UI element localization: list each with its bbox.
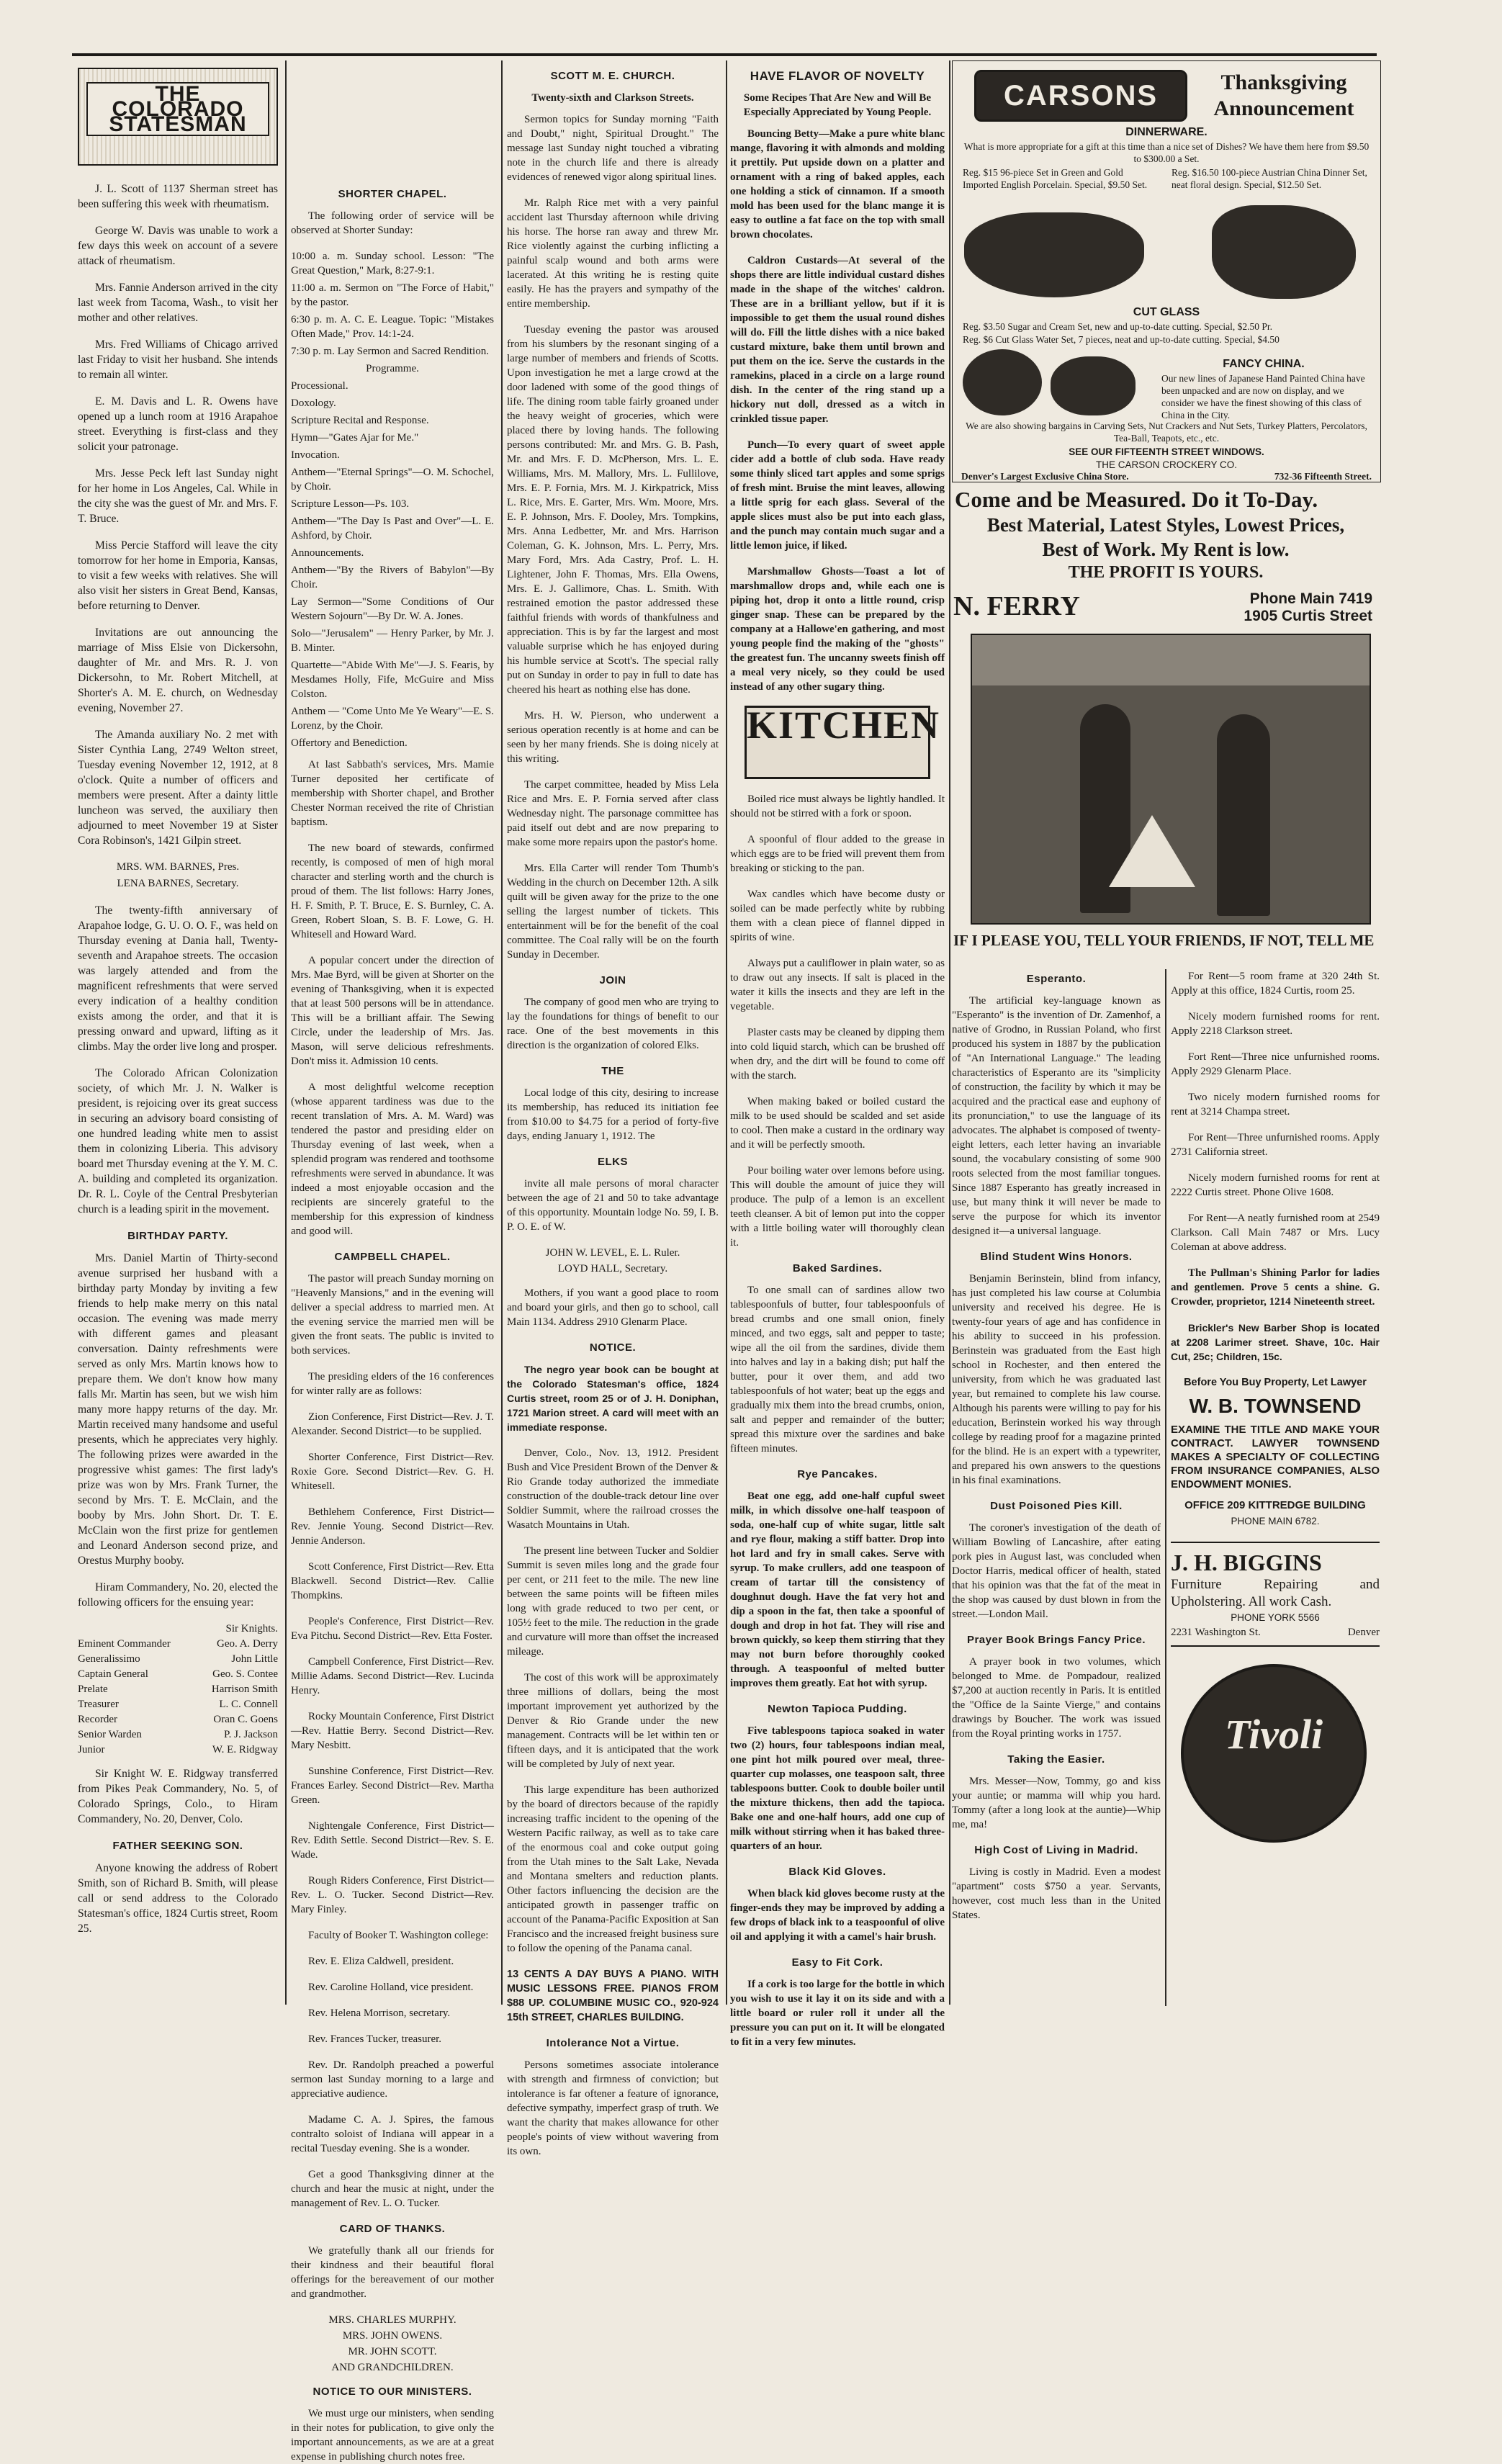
thanks-heading: CARD OF THANKS. <box>339 2223 446 2235</box>
column-5 <box>952 969 1161 2006</box>
recipe-item: Punch—To every quart of sweet apple cider add a bottle of club soda. Have ready some thinly sliced tart apples and some sprigs of fresh mint. Bruise the mint leaves, allowing a little sprig for each glass. Several of the apple slices must also be put into each glass, and the punch may contain much sugar and a little lemon juice, if liked. <box>730 439 945 552</box>
schedule-item: 11:00 a. m. Sermon on "The Force of Habit," by the pastor. <box>291 282 494 308</box>
thanks-signature: MRS. JOHN OWENS. <box>342 2330 443 2342</box>
officer-name: Oran C. Goens <box>213 1714 278 1725</box>
dinnerware-text: What is more appropriate for a gift at this time than a nice set of Dishes? We have them here from $9.50 to $300.00 a Set. <box>963 141 1370 164</box>
news-item: Denver, Colo., Nov. 13, 1912. President Bush and Vice President Brown of the Denver & Rio Grande today authorized the immediate construction of the double-track detour line over Soldier Summit, where the railroad crosses the Wasatch Mountains in Utah. <box>507 1447 719 1531</box>
news-item: Tuesday evening the pastor was aroused from his slumbers by the resonant singing of a large number of members and friends of Scotts. Upon investigation he met a large crowd at the door ladened with some of the good things of life. The dining room table fairly groaned under the heavy weight of groceries, which were placed there by loving hands. The following persons contributed: Mr. and Mrs. G. B. Pash, Mr. and Mrs. F. D. McPherson, Mrs. L. E. Williams, Mrs. M. Mallory, Mrs. L. Fullilove, Mrs. E. P. Fornia, Mrs. M. J. Kirkpatrick, Miss L. Rice, Mrs. E. Garter, Mrs. Wm. Moore, Mrs. E. P. Johnson, Mrs. F. Dooley, Mrs. Tompkins, Mrs. Anna Ledbetter, Mr. and Mrs. Harrison Coleman, G. K. Johnson, Mrs. L. Perry, Mrs. Mary Ford, Mrs. Ada Castry, Prof. L. H. Lightener, John F. Thomas, Mrs. Ella Owens, Mrs. E. J. Gallimore, Chas. L. Smith. With restrained emotion the pastor addressed these faithful friends with words of thankfulness and appreciation. This is by far the largest and most valuable surprise which he has enjoyed during his humble service at Scott's. The special rally put on Sunday in order to pay in full to date has cheered his heart as nothing else has done. <box>507 324 719 696</box>
esperanto-text: The artificial key-language known as "Esperanto" is the invention of Dr. Zamenhof, a native of Grodno, in Russian Poland, who first produced his system in 1887 by the publication of "An International Language." The leading characteristics of Esperanto are its "simplicity of construction, the facility by which it may be acquired and the practical ease and euphony of its pronunciation," to use the language of its advocates. The alphabet is composed of twenty-eight letters, each letter having an invariable sound, the vocabulary consisting of some 900 roots selected from the most familiar tongues. Since 1887 Esperanto has greatly increased in use, but many think it will never be made to serve the purpose for which its inventor designed it—a universal language. <box>952 995 1161 1237</box>
tapioca-text: Five tablespoons tapioca soaked in water two (2) hours, four tablespoons indian meal, one pint hot milk poured over meal, three-quarter cup molasses, one teaspoon salt, three tablespoons butter. Cook to double boiler until the mixture thickens, then add the tapioca. Bake one and one-half hours, add one cup of milk without stirring when it has baked three-quarters of an hour. <box>730 1725 945 1852</box>
ferry-footer: IF I PLEASE YOU, TELL YOUR FRIENDS, IF NOT, TELL ME <box>953 932 1375 949</box>
thanks-signature: AND GRANDCHILDREN. <box>331 2362 454 2373</box>
officer-title: Captain General <box>78 1668 148 1680</box>
officer-title: Junior <box>78 1744 105 1755</box>
conference-item: Zion Conference, First District—Rev. J. T. Alexander. Second District—to be supplied. <box>291 1411 494 1437</box>
officer-row <box>78 1697 278 1712</box>
ministers-heading: NOTICE TO OUR MINISTERS. <box>312 2386 472 2398</box>
biggins-name: J. H. BIGGINS <box>1171 1550 1322 1575</box>
elks-signature: LOYD HALL, Secretary. <box>557 1263 668 1274</box>
recipe-item: Bouncing Betty—Make a pure white blanc mange, flavoring it with almonds and molding it prettily. Put upside down on a platter and ornament with a ring of baked apples, each one holding a stick of cinnamon. If a smooth mold has been used for the blanc mange it is easy to outline a fat face on the top with small brown chocolates. <box>730 128 945 240</box>
news-item: The new board of stewards, confirmed recently, is composed of men of high moral character and sterling worth and the church is proud of them. The list follows: Harry Jones, H. F. Smith, P. T. Bruce, E. S. Burnley, C. A. Green, Robert Sloan, S. B. F. Lowe, G. H. Whitesell and Howard Ward. <box>291 842 494 940</box>
sardines-heading: Baked Sardines. <box>792 1262 883 1274</box>
elks-signatures <box>507 1246 719 1276</box>
conference-list <box>291 1410 494 2211</box>
officer-name: Harrison Smith <box>211 1683 278 1695</box>
officer-row <box>78 1622 278 1637</box>
cutglass-heading: CUT GLASS <box>1133 306 1200 318</box>
father-heading: FATHER SEEKING SON. <box>112 1840 243 1852</box>
join-heading: JOIN <box>599 974 626 986</box>
kitchen-tip: Wax candles which have become dusty or soiled can be made perfectly white by rubbing them with a clean piece of flannel dipped in spirits of wine. <box>730 889 945 943</box>
column-divider <box>285 60 287 2005</box>
birthday-text: Mrs. Daniel Martin of Thirty-second avenue surprised her husband with a birthday party Monday by inviting a few friends to help make merry on this natal occasion. The evening was made merry with different games and pleasant conversation. Dainty refreshments were served as only Mrs. Martin knows how to prepare them. We don't know how many falls Mr. Martin has seen, but we wish him many more happy returns of the day. Mr. Martin received many handsome and useful presents, which he appreciates very highly. The following prizes were awarded in the progressive whist games: The first lady's prize was won by Mrs. Frank Turner, the second by Mrs. T. E. McClain, and the booby by Mrs. John Short. Dr. T. E. McClain won the first prize for gentlemen and Leonard Anderson second prize, and Orestus Murphy booby. <box>78 1252 278 1567</box>
news-item: Mr. Ralph Rice met with a very painful accident last Thursday afternoon while driving his horse. The horse ran away and threw Mr. Rice violently against the curbing inflicting a painful scalp wound and both arms were lacerated. At this writing he is resting quite easily. He has the prayers and sympathy of the entire membership. <box>507 197 719 310</box>
officer-title: Eminent Commander <box>78 1638 171 1650</box>
for-rent-ad: For Rent—5 room frame at 320 24th St. Apply at this office, 1824 Curtis, room 25. <box>1171 971 1380 997</box>
programme-item: Scripture Lesson—Ps. 103. <box>291 498 410 510</box>
cream-pitcher-icon <box>1212 205 1356 299</box>
esperanto-heading: Esperanto. <box>1026 973 1087 985</box>
father-text: Anyone knowing the address of Robert Smith, son of Richard B. Smith, will please call or send address to the Colorado Statesman's office, 1824 Curtis street, Room 25. <box>78 1862 278 1935</box>
column-2 <box>291 60 494 2463</box>
kitchen-tip: Pour boiling water over lemons before using. This will double the amount of juice they will produce. The pulp of a lemon is an excellent teeth cleanser. A bit of lemon put into the copper with a little boiling water will thoroughly clean it. <box>730 1165 945 1249</box>
water-set-icon <box>963 349 1042 415</box>
easier-heading: Taking the Easier. <box>1007 1753 1105 1766</box>
cutglass-offer-b: Reg. $6 Cut Glass Water Set, 7 pieces, neat and up-to-date cutting. Special, $4.50 <box>963 334 1280 345</box>
programme-item: Solo—"Jerusalem" — Henry Parker, by Mr. J. B. Minter. <box>291 628 494 654</box>
join-text: The company of good men who are trying to lay the foundations for things of benefit to our race. One of the best movements in this direction is the organization of colored Elks. <box>507 997 719 1051</box>
column-6 <box>1171 969 1380 2006</box>
carson-company: THE CARSON CROCKERY CO. <box>1095 459 1238 470</box>
blind-heading: Blind Student Wins Honors. <box>980 1251 1133 1263</box>
officer-row <box>78 1712 278 1727</box>
officer-name: John Little <box>231 1653 278 1665</box>
news-item: Mrs. Ella Carter will render Tom Thumb's Wedding in the church on December 12th. A silk quilt will be given away for the prize to the one selling the largest number of tickets. This entertainment will be for the benefit of the coal committee. The Coal rally will be on the fourth Sunday in December. <box>507 863 719 961</box>
tivoli-seal <box>1181 1664 1367 1843</box>
pullman-ad: The Pullman's Shining Parlor for ladies and gentlemen. Prove 5 cents a shine. G. Crowder, proprietor, 1214 Nineteenth street. <box>1171 1267 1380 1308</box>
shorter-intro: The following order of service will be observed at Shorter Sunday: <box>291 210 494 236</box>
dust-heading: Dust Poisoned Pies Kill. <box>990 1500 1123 1512</box>
programme-item: Quartette—"Abide With Me"—J. S. Fearis, by Mesdames Holly, Fife, McGuire and Miss Colston. <box>291 660 494 700</box>
news-item: The carpet committee, headed by Miss Lela Rice and Mrs. E. P. Fornia served after class Wednesday night. The parsonage committee has paid itself out debt and are now preparing to make some more repairs upon the pastor's home. <box>507 779 719 848</box>
kitchen-tip: Always put a cauliflower in plain water, so as to draw out any insects. If salt is placed in the water it kills the insects and they are left in the vegetable. <box>730 958 945 1012</box>
for-rent-ad: Nicely modern furnished rooms for rent at 2222 Curtis street. Phone Olive 1608. <box>1171 1172 1380 1198</box>
scott-subheading: Twenty-sixth and Clarkson Streets. <box>531 92 694 104</box>
officer-name: P. J. Jackson <box>223 1729 278 1740</box>
windows-text: SEE OUR FIFTEENTH STREET WINDOWS. <box>1069 446 1264 457</box>
biggins-street: 2231 Washington St. <box>1171 1627 1261 1638</box>
the-heading: THE <box>601 1065 624 1077</box>
tivoli-wordmark: Tivoli <box>1224 1711 1323 1758</box>
ferry-line-4: THE PROFIT IS YOURS. <box>1068 563 1264 582</box>
ministers-text: We must urge our ministers, when sending in their notes for publication, to give only the important announcements, as we are at a great expense in publishing church notes free. <box>291 2408 494 2463</box>
thanks-text: We gratefully thank all our friends for their kindness and their beautiful floral offerings for the bereavement of our mother and grandmother. <box>291 2245 494 2300</box>
news-item: A most delightful welcome reception (whose apparent tardiness was due to the recent translation of Mrs. A. M. Ward) was tendered the pastor and presiding elder on Thursday evening of last week, when a splendid program was rendered and toothsome refreshments were served in abundance. It was indeed a most enjoyable occasion and the recipients are sincerely grateful to the membership for this expression of kindness and good will. <box>291 1082 494 1237</box>
programme-item: Offertory and Benediction. <box>291 737 408 749</box>
schedule-item: 10:00 a. m. Sunday school. Lesson: "The Great Question," Mark, 8:27-9:1. <box>291 251 494 276</box>
rye-text: Beat one egg, add one-half cupful sweet milk, in which dissolve one-half teaspoon of soda, one-half cup of white sugar, little salt and rye flour, making a stiff batter. Drop into hot lard and fry in small cakes. Serve with syrup. To make crullers, add one teaspoon of cream of tartar till the consistency of doughnut dough. Have the fat very hot and dip a spoon in the fat, then take a spoonful of dough and drop in hot fat. They will rise and brown quickly, so keep them stirring that they may not burn before thoroughly cooked through. A teaspoonful of melted butter improves them greatly. Eat hot with syrup. <box>730 1490 945 1689</box>
scott-heading: SCOTT M. E. CHURCH. <box>550 70 675 82</box>
officer-title: Senior Warden <box>78 1729 142 1740</box>
townsend-office: OFFICE 209 KITTREDGE BUILDING <box>1184 1499 1366 1511</box>
elks-signature: JOHN W. LEVEL, E. L. Ruler. <box>545 1247 680 1259</box>
news-item: A popular concert under the direction of Mrs. Mae Byrd, will be given at Shorter on the evening of Thanksgiving, when it is expected that at least 500 persons will be in attendance. This will be a brilliant affair. The Sewing Circle, under the leadership of Mrs. Jas. Mason, will serve delicious refreshments. Don't miss it. Admission 10 cents. <box>291 955 494 1067</box>
officer-name: W. E. Ridgway <box>212 1744 278 1755</box>
campbell-heading: CAMPBELL CHAPEL. <box>334 1251 451 1263</box>
conference-item: Sunshine Conference, First District—Rev. Frances Earley. Second District—Rev. Martha Green. <box>291 1766 494 1806</box>
kitchen-tip: When making baked or boiled custard the milk to be used should be scalded and set aside to cool. Then make a custard in the ordinary way and it will be perfectly smooth. <box>730 1096 945 1151</box>
programme-list <box>291 379 494 750</box>
conference-item: Campbell Conference, First District—Rev. Millie Adams. Second District—Rev. Lucinda Henry. <box>291 1656 494 1696</box>
kitchen-banner <box>745 703 941 779</box>
blind-text: Benjamin Berinstein, blind from infancy, has just completed his law course at Columbia university and received his degree. He is twenty-four years of age and has confidence in his ability to succeed in his profession. Berinstein was graduated from the East high school in Rochester, and then entered the university, from which he was graduated last year, but remained to complete his law course. Although his parents were willing to pay for his education, Berinstein worked his way through college by reading proof for a magazine printed for the blind. He is an expert with a typewriter, and prepared his own answers to the questions in his final examinations. <box>952 1273 1161 1486</box>
column-divider <box>726 60 727 2005</box>
townsend-body: EXAMINE THE TITLE AND MAKE YOUR CONTRACT. LAWYER TOWNSEND MAKES A SPECIALTY OF COLLECTING FROM INSURANCE COMPANIES, ALSO ENDOWMENT MONIES. <box>1171 1424 1380 1490</box>
kitchen-tip: Boiled rice must always be lightly handled. It should not be stirred with a fork or spoon. <box>730 793 945 819</box>
easier-text: Mrs. Messer—Now, Tommy, go and kiss your auntie; or mamma will whip you hard. Tommy (after a long look at the auntie)—Whip me, ma! <box>952 1776 1161 1830</box>
programme-item: Lay Sermon—"Some Conditions of Our Western Sojourn"—By Dr. W. A. Jones. <box>291 596 494 622</box>
thanks-signatures <box>291 2313 494 2375</box>
officer-title: Generalissimo <box>78 1653 140 1665</box>
ferry-line-2: Best Material, Latest Styles, Lowest Prices, <box>986 514 1345 536</box>
elks-heading: ELKS <box>597 1156 628 1168</box>
before-buy-text: Before You Buy Property, Let Lawyer <box>1184 1377 1367 1388</box>
madrid-heading: High Cost of Living in Madrid. <box>974 1844 1138 1856</box>
for-rent-ad: For Rent—A neatly furnished room at 2549 Clarkson. Call Main 7487 or Mrs. Lucy Coleman at above address. <box>1171 1213 1380 1253</box>
carsons-ad <box>952 60 1381 482</box>
ferry-address: 1905 Curtis Street <box>1244 608 1372 624</box>
ferry-phone: Phone Main 7419 <box>1249 590 1372 607</box>
officer-name: Geo. A. Derry <box>217 1638 278 1650</box>
officer-name: Geo. S. Contee <box>212 1668 278 1680</box>
sardines-text: To one small can of sardines allow two tablespoonfuls of butter, four tablespoonfuls of bread crumbs and one small onion, finely minced, and two eggs, salt and pepper to taste; wipe all the oil from the sardines, divide them into halves and lay in a baking dish; put half the butter, pour it over them, and add two tablespoonfuls of hot water; beat up the eggs and gradually mix them into the bread crumbs, onion, salt and pepper and remainder of the butter; spread this mixture over the sardines and bake fifteen minutes. <box>730 1285 945 1454</box>
recipe-item: Caldron Custards—At several of the shops there are little individual custard dishes made in the shape of the witches' caldron. These are in a brilliant yellow, but if it is impossible to get them the usual round dishes will do. Fill the little dishes with a nice baked custard mixture, bake them until brown and put them on the ice. Serve the custards in the ramekins, placed in a circle on a large round dish. In the center of the ring stand up a hickory nut doll, dressed as a witch in crinkled tissue paper. <box>730 255 945 425</box>
news-item: Mrs. H. W. Pierson, who underwent a serious operation recently is at home and can be seen by her many friends. She is doing nicely at this writing. <box>507 710 719 765</box>
biggins-body: Furniture Repairing and Upholstering. All work Cash. <box>1171 1577 1380 1609</box>
officer-title: Prelate <box>78 1683 108 1695</box>
programme-item: Invocation. <box>291 449 340 461</box>
fancy-china-text: Our new lines of Japanese Hand Painted China have been unpacked and are now on display, and we consider we have the finest showing of this class of China in the City. <box>1161 373 1365 421</box>
cork-text: If a cork is too large for the bottle in which you wish to use it lay it on its side and with a little board or ruler roll it under all the pressure you can put on it. It will be elongated to fit in a very few minutes. <box>730 1979 945 2048</box>
column-1 <box>78 60 278 2005</box>
officer-row <box>78 1743 278 1758</box>
dinnerware-heading: DINNERWARE. <box>1125 126 1208 138</box>
news-item: Mrs. Jesse Peck left last Sunday night for her home in Los Angeles, Cal. While in the city she was the guest of Mr. and Mrs. F. T. Bruce. <box>78 467 278 525</box>
kitchen-tip: Plaster casts may be cleaned by dipping them into cold liquid starch, which can be brushed off when dry, and the dirt will be found to come off with the starch. <box>730 1027 945 1082</box>
officers-list <box>78 1622 278 1758</box>
ridgway-text: Sir Knight W. E. Ridgway transferred from Pikes Peak Commandery, No. 5, of Colorado Springs, Colo., to Hiram Commandery, No. 20, Denver, Colo. <box>78 1768 278 1825</box>
sugar-cream-set-icon <box>1051 356 1136 415</box>
conference-item: Rev. Helena Morrison, secretary. <box>308 2007 451 2019</box>
elks-text: invite all male persons of moral character between the age of 21 and 50 to take advantage of this opportunity. Mountain lodge No. 59, I. B. P. O. E. of W. <box>507 1178 719 1233</box>
officer-name: L. C. Connell <box>219 1699 278 1710</box>
prayer-heading: Prayer Book Brings Fancy Price. <box>966 1634 1146 1646</box>
hiram-text: Hiram Commandery, No. 20, elected the following officers for the ensuing year: <box>78 1581 278 1609</box>
news-item: The pastor will preach Sunday morning on "Heavenly Mansions," and in the evening will deliver a special address to married men. At the evening service the married men will be given the front seats. The public is invited to both services. <box>291 1273 494 1357</box>
news-item: Mrs. Fannie Anderson arrived in the city last week from Tacoma, Wash., to visit her mother and other relatives. <box>78 282 278 324</box>
ferry-ad <box>952 487 1380 952</box>
top-rule <box>72 53 1377 56</box>
sugar-bowl-icon <box>964 212 1144 297</box>
mothers-text: Mothers, if you want a good place to room and board your girls, and then go to school, call Main 1134. Address 2910 Glenarm Place. <box>507 1287 719 1328</box>
carsons-logo: CARSONS <box>974 70 1187 122</box>
news-item: The cost of this work will be approximately three millions of dollars, being the most important improvement yet authorized by the Denver & Rio Grande under the new management. Contracts will be let within ten or fifteen days, and it is anticipated that the work will be completed by July of next year. <box>507 1672 719 1770</box>
shorter-heading: SHORTER CHAPEL. <box>338 188 447 200</box>
rye-heading: Rye Pancakes. <box>797 1468 878 1480</box>
conference-item: Get a good Thanksgiving dinner at the church and hear the music at night, under the management of Rev. L. O. Tucker. <box>291 2169 494 2209</box>
officer-title: Treasurer <box>78 1699 119 1710</box>
news-item: The Colorado African Colonization society, of which Mr. J. N. Walker is president, is rejoicing over its great success in securing an advisory board consisting of one hundred leading white men to assist them in colonizing Liberia. This advisory board met Thursday evening at the Y. M. C. A. building and completed its organization. Dr. R. L. Coyle of the Central Presbyterian church is a leading spirit in the movement. <box>78 1067 278 1215</box>
brickler-ad: Brickler's New Barber Shop is located at 2208 Larimer street. Shave, 10c. Hair Cut, 25c; Children, 15c. <box>1171 1322 1380 1362</box>
column-divider <box>1165 969 1166 2006</box>
programme-item: Hymn—"Gates Ajar for Me." <box>291 432 419 444</box>
intolerance-text: Persons sometimes associate intolerance with strength and firmness of conviction; but intolerance is far oftener a feature of ignorance, defective sympathy, imperfect grasp of truth. We want the charity that makes allowance for other people's points of view without wavering from its own. <box>507 2059 719 2157</box>
kid-gloves-heading: Black Kid Gloves. <box>788 1866 886 1878</box>
kitchen-tip: A spoonful of flour added to the grease in which eggs are to be fried will prevent them from breaking or sticking to the pan. <box>730 834 945 874</box>
biggins-city: Denver <box>1347 1627 1380 1638</box>
programme-heading: Programme. <box>366 363 419 374</box>
conference-item: Faculty of Booker T. Washington college: <box>308 1930 489 1941</box>
news-item: This large expenditure has been authorized by the board of directors because of the rapidly increasing traffic incident to the opening of the Western Pacific railway, as well as to take care of the enormous coal and coke output going from the Utah mines to the Salt Lake, Nevada and Montana smelters and reduction plants. Other factors influencing the decision are the anticipated growth in passenger traffic on account of the Panama-Pacific Exposition at San Francisco and the increased freight business sure to follow the opening of the Panama canal. <box>507 1784 719 1954</box>
officer-row <box>78 1652 278 1667</box>
flavor-subheading: Some Recipes That Are New and Will Be Especially Appreciated by Young People. <box>743 92 932 118</box>
officer-name: Sir Knights. <box>225 1623 278 1635</box>
biggins-phone: PHONE YORK 5566 <box>1231 1612 1320 1623</box>
conference-item: Rev. Frances Tucker, treasurer. <box>308 2033 442 2045</box>
kitchen-title: KITCHEN <box>747 703 941 747</box>
programme-item: Processional. <box>291 380 348 392</box>
news-item: E. M. Davis and L. R. Owens have opened up a lunch room at 1916 Arapahoe street. Everything is first-class and they solicit your patronage. <box>78 395 278 453</box>
cutglass-offer-a: Reg. $3.50 Sugar and Cream Set, new and up-to-date cutting. Special, $2.50 Pr. <box>963 321 1273 332</box>
flavor-heading: HAVE FLAVOR OF NOVELTY <box>750 69 925 83</box>
thanks-signature: MR. JOHN SCOTT. <box>348 2346 437 2357</box>
signature-pres: MRS. WM. BARNES, Pres. <box>116 861 240 873</box>
news-item: The twenty-fifth anniversary of Arapahoe lodge, G. U. O. O. F., was held on Thursday evening at Dania hall, Twenty-seventh and Arapahoe streets. The occasion was largely attended and from the magnificent refreshments that were served every indication of a healthy condition exists among the order, and that it is pressing onward and upward, lifting as it climbs. May the order live long and prosper. <box>78 904 278 1053</box>
dust-text: The coroner's investigation of the death of William Bowling of Lancashire, after eating pork pies in August last, was concluded when Doctor Harris, medical officer of health, stated that his opinion was that the fat of the meat in the shop was caused by dust blown in from the street.—London Mail. <box>952 1522 1161 1620</box>
tapioca-heading: Newton Tapioca Pudding. <box>768 1703 907 1715</box>
news-item: Sermon topics for Sunday morning "Faith and Doubt," night, Spiritual Drought." The message last Sunday night touched a vibrating note in the church life and there is already evidences of renewed vigor along spiritual lines. <box>507 114 719 183</box>
conference-item: Rough Riders Conference, First District—Rev. L. O. Tucker. Second District—Rev. Mary Finley. <box>291 1875 494 1915</box>
conference-item: Nightengale Conference, First District—Rev. Edith Settle. Second District—Rev. S. E. Wade. <box>291 1820 494 1861</box>
news-item: Invitations are out announcing the marriage of Miss Elsie von Dickersohn, daughter of Mr. and Mrs. R. J. von Dickersohn, to Mr. Robert Mitchell, at Shorter's A. M. E. church, on Wednesday evening, November 27. <box>78 626 278 714</box>
tailor-shop-photo <box>971 634 1371 925</box>
ferry-name: N. FERRY <box>953 591 1080 621</box>
programme-item: Anthem—"By the Rivers of Babylon"—By Choir. <box>291 565 494 590</box>
masthead <box>78 68 278 166</box>
for-rent-ad: Fort Rent—Three nice unfurnished rooms. Apply 2929 Glenarm Place. <box>1171 1051 1380 1077</box>
conference-item: Rocky Mountain Conference, First District—Rev. Hattie Berry. Second District—Rev. Mary Nesbitt. <box>291 1711 494 1751</box>
for-rent-ad: Two nicely modern furnished rooms for rent at 3214 Champa street. <box>1171 1092 1380 1118</box>
programme-item: Announcements. <box>291 547 364 559</box>
news-item: The presiding elders of the 16 conferences for winter rally are as follows: <box>291 1371 494 1397</box>
programme-item: Anthem—"The Day Is Past and Over"—L. E. Ashford, by Choir. <box>291 516 494 541</box>
column-3 <box>507 60 719 2157</box>
for-rent-ad: Nicely modern furnished rooms for rent. Apply 2218 Clarkson street. <box>1171 1011 1380 1037</box>
schedule-list <box>291 249 494 359</box>
birthday-heading: BIRTHDAY PARTY. <box>127 1230 228 1242</box>
officer-row <box>78 1667 278 1682</box>
dinnerware-offer-b: Reg. $16.50 100-piece Austrian China Dinner Set, neat floral design. Special, $12.50 Set. <box>1172 167 1367 190</box>
thanks-signature: MRS. CHARLES MURPHY. <box>328 2314 457 2326</box>
for-rent-ad: For Rent—Three unfurnished rooms. Apply 2731 California street. <box>1171 1132 1380 1158</box>
programme-item: Doxology. <box>291 397 336 409</box>
news-item: The Amanda auxiliary No. 2 met with Sister Cynthia Lang, 2749 Welton street, Tuesday evening November 12, 1912, at 8 o'clock. Quite a number of officers and members were present. After a dainty little luncheon was served, the auxiliary then adjourned to meet November 19 at Sister Cora Robinson's, 1421 Gilpin street. <box>78 729 278 847</box>
officer-title: Recorder <box>78 1714 117 1725</box>
ferry-line-3: Best of Work. My Rent is low. <box>1042 539 1290 560</box>
schedule-item: 6:30 p. m. A. C. E. League. Topic: "Mistakes Often Made," Prov. 14:1-24. <box>291 314 494 340</box>
officer-row <box>78 1727 278 1743</box>
fancy-china-heading: FANCY CHINA. <box>1223 358 1305 370</box>
conference-item: Bethlehem Conference, First District—Rev. Jennie Young. Second District—Rev. Jennie Anderson. <box>291 1506 494 1547</box>
bargains-text: We are also showing bargains in Carving Sets, Nut Crackers and Nut Sets, Turkey Platters, Percolators, Tea-Ball, Teapots, etc., etc. <box>966 421 1367 444</box>
kid-gloves-text: When black kid gloves become rusty at the finger-ends they may be improved by adding a few drops of black ink to a teaspoonful of olive oil and applying it with a camel's hair brush. <box>730 1888 945 1943</box>
townsend-phone: PHONE MAIN 6782. <box>1231 1516 1320 1526</box>
conference-item: Scott Conference, First District—Rev. Etta Blackwell. Second District—Rev. Callie Thompkins. <box>291 1561 494 1601</box>
news-item: Mrs. Fred Williams of Chicago arrived last Friday to visit her husband. She intends to remain all winter. <box>78 338 278 381</box>
conference-item: Rev. Dr. Randolph preached a powerful sermon last Sunday morning to a large and appreciative audience. <box>291 2059 494 2100</box>
carson-address: 732-36 Fifteenth Street. <box>1274 471 1372 482</box>
programme-item: Anthem—"Eternal Springs"—O. M. Schochel, by Choir. <box>291 467 494 493</box>
the-text: Local lodge of this city, desiring to increase its membership, has reduced its initiation fee from $10.00 to $4.75 for a period of forty-five days, ending January 1, 1912. The <box>507 1087 719 1142</box>
conference-item: People's Conference, First District—Rev. Eva Pitchu. Second District—Rev. Etta Foster. <box>291 1616 494 1642</box>
news-item: The present line between Tucker and Soldier Summit is seven miles long and the grade four per cent, or 211 feet to the mile. The new line between the same points will be fifteen miles long with grade reduced to two per cent, or 105½ feet to the mile. The reduction in the grade and curvature will more than offset the increased mileage. <box>507 1545 719 1658</box>
recipe-item: Marshmallow Ghosts—Toast a lot of marshmallow drops and, while each one is piping hot, drop it onto a little round, crisp ginger snap. These can be prepared by the company at a Hallowe'en gathering, and most young people find the making of the "ghosts" the greatest fun. The uncanny sweets finish off a meal very nicely, so they could be used instead of any other sugary thing. <box>730 566 945 693</box>
column-divider <box>949 60 950 2005</box>
officer-row <box>78 1682 278 1697</box>
conference-item: Shorter Conference, First District—Rev. Roxie Gore. Second District—Rev. G. H. Whitesell. <box>291 1452 494 1492</box>
conference-item: Rev. Caroline Holland, vice president. <box>308 1982 474 1993</box>
signature-sec: LENA BARNES, Secretary. <box>117 878 239 889</box>
conference-item: Madame C. A. J. Spires, the famous contralto soloist of Indiana will appear in a recital Tuesday evening. She is a wonder. <box>291 2114 494 2154</box>
masthead-title: THE COLORADO STATESMAN <box>86 82 269 136</box>
carsons-headline: Thanksgiving Announcement <box>1213 71 1354 120</box>
news-item: J. L. Scott of 1137 Sherman street has been suffering this week with rheumatism. <box>78 183 278 210</box>
programme-item: Scripture Recital and Response. <box>291 415 429 426</box>
cork-heading: Easy to Fit Cork. <box>791 1956 883 1969</box>
ferry-line-1: Come and be Measured. Do it To-Day. <box>955 487 1318 512</box>
schedule-item: 7:30 p. m. Lay Sermon and Sacred Rendition. <box>291 346 489 357</box>
officer-row <box>78 1637 278 1652</box>
news-item: Miss Percie Stafford will leave the city tomorrow for her home in Emporia, Kansas, to visit a few weeks with relatives. She will also visit her sisters in Great Bend, Kansas, before returning to Denver. <box>78 539 278 612</box>
column-divider <box>501 60 503 2005</box>
townsend-name: W. B. TOWNSEND <box>1189 1395 1362 1417</box>
carson-tagline: Denver's Largest Exclusive China Store. <box>961 471 1129 482</box>
conference-item: Rev. E. Eliza Caldwell, president. <box>308 1956 454 1967</box>
dinnerware-offer-a: Reg. $15 96-piece Set in Green and Gold Imported English Porcelain. Special, $9.50 Set. <box>963 167 1148 190</box>
programme-item: Anthem — "Come Unto Me Ye Weary"—E. S. Lorenz, by the Choir. <box>291 706 494 732</box>
notice-text: The negro year book can be bought at the Colorado Statesman's office, 1824 Curtis street, room 25 or of J. H. Doniphan, 1721 Marion street. A card will meet with an immediate response. <box>507 1364 719 1433</box>
column-4 <box>730 60 945 2048</box>
intolerance-heading: Intolerance Not a Virtue. <box>546 2037 680 2049</box>
notice-heading: NOTICE. <box>589 1341 637 1354</box>
prayer-text: A prayer book in two volumes, which belonged to Mme. de Pompadour, realized $7,200 at auction recently in Paris. It is entitled the "Office de la Sainte Vierge," and contains drawings by Boucher. The work was issued from the Royal printing works in 1757. <box>952 1656 1161 1740</box>
news-item: At last Sabbath's services, Mrs. Mamie Turner deposited her certificate of membership with Shorter chapel, and Brother Chester Norman received the rite of Christian baptism. <box>291 759 494 828</box>
madrid-text: Living is costly in Madrid. Even a modest "apartment" costs $750 a year. Servants, however, cost much less than in the United States. <box>952 1866 1161 1921</box>
news-item: George W. Davis was unable to work a few days this week on account of a severe attack of rheumatism. <box>78 225 278 267</box>
piano-ad: 13 CENTS A DAY BUYS A PIANO. WITH MUSIC LESSONS FREE. PIANOS FROM $88 UP. COLUMBINE MUSIC CO., 920-924 15th STREET, CHARLES BUILDING. <box>507 1969 719 2023</box>
